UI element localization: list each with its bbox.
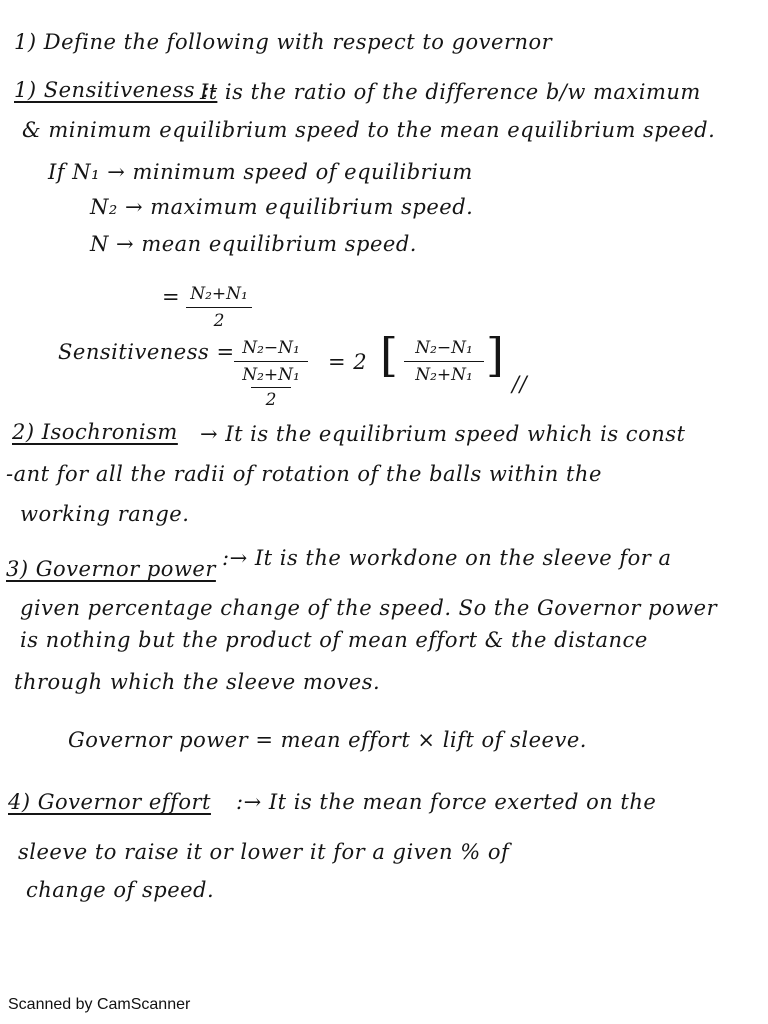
section-governor-power-text: is nothing but the product of mean effort & the distance	[20, 628, 648, 652]
fraction-bar	[251, 387, 291, 388]
left-bracket: [	[380, 328, 398, 382]
fraction-bar	[186, 307, 252, 308]
section-isochronism-text: working range.	[20, 502, 190, 526]
sensitiveness-denominator-bottom: 2	[265, 390, 277, 410]
section-governor-power-text: :→ It is the workdone on the sleeve for a	[222, 546, 672, 570]
section-governor-power-text: through which the sleeve moves.	[14, 670, 381, 694]
sensitiveness-formula-label: Sensitiveness =	[58, 340, 235, 364]
section-governor-effort-text: change of speed.	[26, 878, 215, 902]
section-governor-effort-text: sleeve to raise it or lower it for a given % of	[18, 840, 510, 864]
section-governor-effort-title: 4) Governor effort	[8, 790, 211, 814]
definition-n: N → mean equilibrium speed.	[90, 232, 417, 256]
section-isochronism-text: → It is the equilibrium speed which is const	[200, 422, 686, 446]
mean-speed-denominator: 2	[213, 311, 225, 331]
sensitiveness-ratio	[404, 338, 484, 385]
fraction-bar	[234, 361, 308, 362]
section-sensitiveness-text: & minimum equilibrium speed to the mean equilibrium speed.	[22, 118, 716, 142]
scanner-watermark: Scanned by CamScanner	[8, 996, 191, 1013]
ratio-numerator: N₂−N₁	[415, 338, 473, 358]
section-governor-effort-text: :→ It is the mean force exerted on the	[236, 790, 657, 814]
section-sensitiveness-text: It is the ratio of the difference b/w maximum	[200, 80, 701, 104]
mean-speed-fraction	[186, 284, 252, 331]
section-governor-power-title: 3) Governor power	[6, 557, 216, 581]
sensitiveness-numerator: N₂−N₁	[242, 338, 300, 358]
sensitiveness-denominator-top: N₂+N₁	[242, 365, 300, 385]
heading: 1) Define the following with respect to governor	[14, 30, 553, 54]
definition-n2: N₂ → maximum equilibrium speed.	[90, 195, 474, 219]
mean-speed-equals: =	[162, 285, 181, 309]
section-isochronism-title: 2) Isochronism	[12, 420, 178, 444]
governor-power-formula: Governor power = mean effort × lift of sleeve.	[68, 728, 587, 752]
ratio-denominator: N₂+N₁	[415, 365, 473, 385]
fraction-bar	[404, 361, 484, 362]
section-governor-power-text: given percentage change of the speed. So the Governor power	[20, 596, 718, 620]
right-bracket: ]	[486, 328, 504, 382]
section-sensitiveness-title: 1) Sensitiveness :-	[14, 78, 218, 102]
mean-speed-numerator: N₂+N₁	[190, 284, 248, 304]
sensitiveness-fraction	[234, 338, 308, 410]
definition-n1: If N₁ → minimum speed of equilibrium	[48, 160, 473, 184]
sensitiveness-equals-two: = 2	[328, 350, 368, 374]
end-mark: //	[512, 372, 528, 396]
section-isochronism-text: -ant for all the radii of rotation of the balls within the	[6, 462, 602, 486]
